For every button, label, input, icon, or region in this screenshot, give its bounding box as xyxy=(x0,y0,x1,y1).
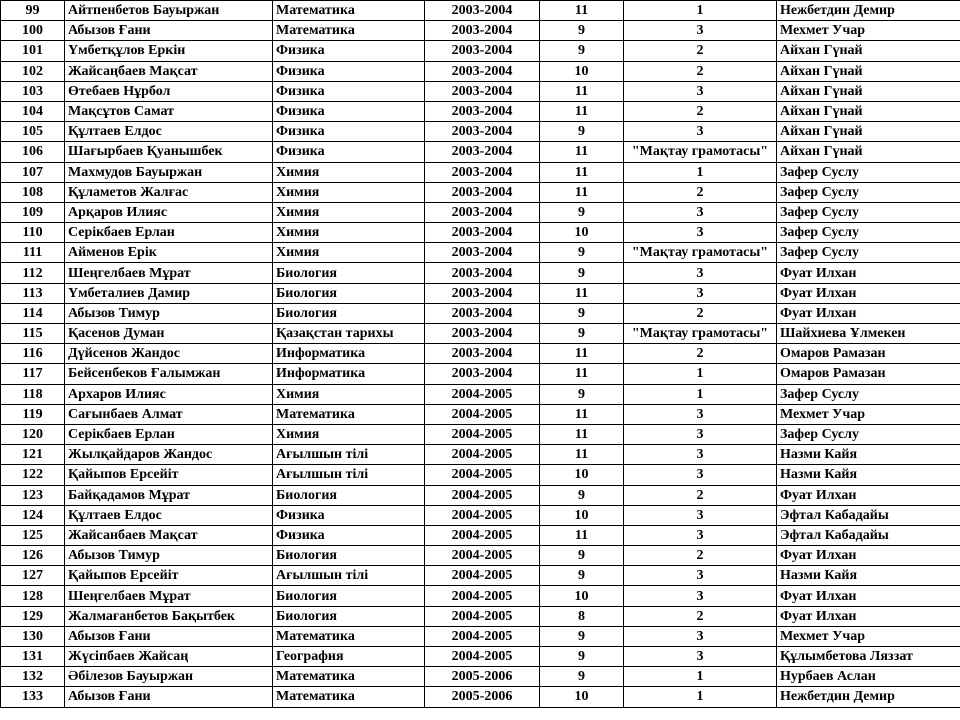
cell-teacher: Құлымбетова Ляззат xyxy=(777,647,960,667)
table-row xyxy=(1,424,960,444)
table-row xyxy=(1,566,960,586)
cell-grade: 9 xyxy=(540,626,624,646)
cell-year: 2004-2005 xyxy=(425,485,540,505)
cell-teacher: Фуат Илхан xyxy=(777,283,960,303)
cell-student-name: Жалмағанбетов Бақытбек xyxy=(65,606,273,626)
cell-number: 114 xyxy=(1,303,65,323)
cell-number: 104 xyxy=(1,101,65,121)
cell-grade: 11 xyxy=(540,81,624,101)
cell-subject: Химия xyxy=(273,162,425,182)
cell-year: 2003-2004 xyxy=(425,283,540,303)
table-row xyxy=(1,445,960,465)
cell-year: 2003-2004 xyxy=(425,162,540,182)
cell-teacher: Зафер Суслу xyxy=(777,424,960,444)
cell-grade: 11 xyxy=(540,344,624,364)
cell-place: 1 xyxy=(624,162,777,182)
cell-subject: Ағылшын тілі xyxy=(273,566,425,586)
cell-subject: Химия xyxy=(273,424,425,444)
cell-grade: 11 xyxy=(540,1,624,21)
cell-place: 3 xyxy=(624,626,777,646)
cell-year: 2003-2004 xyxy=(425,223,540,243)
cell-teacher: Нежбетдин Демир xyxy=(777,687,960,707)
cell-place: 3 xyxy=(624,525,777,545)
cell-student-name: Үмбетқұлов Еркін xyxy=(65,41,273,61)
cell-subject: География xyxy=(273,647,425,667)
cell-subject: Физика xyxy=(273,81,425,101)
cell-student-name: Жүсіпбаев Жайсаң xyxy=(65,647,273,667)
cell-grade: 11 xyxy=(540,182,624,202)
cell-grade: 9 xyxy=(540,21,624,41)
cell-student-name: Абызов Ғани xyxy=(65,687,273,707)
cell-subject: Физика xyxy=(273,41,425,61)
cell-teacher: Зафер Суслу xyxy=(777,162,960,182)
cell-year: 2004-2005 xyxy=(425,384,540,404)
table-row xyxy=(1,626,960,646)
results-table-body xyxy=(1,1,960,708)
cell-place: 3 xyxy=(624,465,777,485)
cell-grade: 11 xyxy=(540,162,624,182)
table-row xyxy=(1,283,960,303)
cell-subject: Биология xyxy=(273,303,425,323)
cell-year: 2004-2005 xyxy=(425,465,540,485)
cell-subject: Физика xyxy=(273,61,425,81)
cell-grade: 10 xyxy=(540,61,624,81)
table-row xyxy=(1,667,960,687)
cell-student-name: Сағынбаев Алмат xyxy=(65,404,273,424)
cell-year: 2004-2005 xyxy=(425,586,540,606)
cell-place: 2 xyxy=(624,182,777,202)
cell-year: 2004-2005 xyxy=(425,424,540,444)
cell-subject: Биология xyxy=(273,283,425,303)
cell-place: 3 xyxy=(624,586,777,606)
cell-teacher: Фуат Илхан xyxy=(777,303,960,323)
table-row xyxy=(1,687,960,707)
cell-place: 2 xyxy=(624,606,777,626)
cell-grade: 9 xyxy=(540,303,624,323)
cell-student-name: Қасенов Думан xyxy=(65,324,273,344)
cell-teacher: Фуат Илхан xyxy=(777,485,960,505)
cell-student-name: Өтебаев Нұрбол xyxy=(65,81,273,101)
table-row xyxy=(1,647,960,667)
cell-place: 2 xyxy=(624,101,777,121)
cell-year: 2003-2004 xyxy=(425,1,540,21)
table-row xyxy=(1,505,960,525)
table-row xyxy=(1,1,960,21)
cell-place: 2 xyxy=(624,41,777,61)
cell-year: 2004-2005 xyxy=(425,445,540,465)
cell-grade: 10 xyxy=(540,586,624,606)
cell-number: 105 xyxy=(1,122,65,142)
cell-grade: 9 xyxy=(540,324,624,344)
table-row xyxy=(1,61,960,81)
cell-place: 2 xyxy=(624,344,777,364)
table-row xyxy=(1,364,960,384)
cell-student-name: Мақсұтов Самат xyxy=(65,101,273,121)
cell-place: 1 xyxy=(624,667,777,687)
cell-number: 108 xyxy=(1,182,65,202)
cell-teacher: Айхан Гүнай xyxy=(777,41,960,61)
cell-student-name: Айтпенбетов Бауыржан xyxy=(65,1,273,21)
cell-number: 121 xyxy=(1,445,65,465)
table-row xyxy=(1,223,960,243)
cell-subject: Математика xyxy=(273,687,425,707)
cell-number: 106 xyxy=(1,142,65,162)
cell-grade: 10 xyxy=(540,687,624,707)
table-row xyxy=(1,606,960,626)
table-row xyxy=(1,303,960,323)
cell-number: 102 xyxy=(1,61,65,81)
cell-subject: Қазақстан тарихы xyxy=(273,324,425,344)
table-row xyxy=(1,344,960,364)
table-row xyxy=(1,263,960,283)
cell-place: 3 xyxy=(624,647,777,667)
table-row xyxy=(1,465,960,485)
cell-place: 3 xyxy=(624,445,777,465)
cell-place: 2 xyxy=(624,61,777,81)
cell-grade: 9 xyxy=(540,546,624,566)
cell-teacher: Нурбаев Аслан xyxy=(777,667,960,687)
cell-teacher: Айхан Гүнай xyxy=(777,101,960,121)
cell-student-name: Дүйсенов Жандос xyxy=(65,344,273,364)
cell-number: 123 xyxy=(1,485,65,505)
cell-place: "Мақтау грамотасы" xyxy=(624,324,777,344)
cell-teacher: Эфтал Кабадайы xyxy=(777,525,960,545)
cell-grade: 8 xyxy=(540,606,624,626)
cell-place: 3 xyxy=(624,424,777,444)
cell-year: 2003-2004 xyxy=(425,41,540,61)
cell-teacher: Мехмет Учар xyxy=(777,404,960,424)
cell-year: 2004-2005 xyxy=(425,404,540,424)
cell-number: 99 xyxy=(1,1,65,21)
cell-subject: Информатика xyxy=(273,364,425,384)
cell-student-name: Бейсенбеков Ғалымжан xyxy=(65,364,273,384)
cell-place: 1 xyxy=(624,384,777,404)
cell-subject: Математика xyxy=(273,1,425,21)
cell-place: 1 xyxy=(624,687,777,707)
cell-student-name: Қайыпов Ерсейіт xyxy=(65,465,273,485)
cell-teacher: Зафер Суслу xyxy=(777,384,960,404)
cell-grade: 11 xyxy=(540,142,624,162)
cell-year: 2003-2004 xyxy=(425,303,540,323)
table-row xyxy=(1,182,960,202)
cell-number: 126 xyxy=(1,546,65,566)
table-row xyxy=(1,586,960,606)
table-row xyxy=(1,404,960,424)
cell-student-name: Шеңгелбаев Мұрат xyxy=(65,263,273,283)
cell-subject: Физика xyxy=(273,101,425,121)
cell-student-name: Абызов Ғани xyxy=(65,626,273,646)
cell-grade: 11 xyxy=(540,364,624,384)
cell-number: 122 xyxy=(1,465,65,485)
cell-grade: 10 xyxy=(540,505,624,525)
cell-subject: Биология xyxy=(273,606,425,626)
cell-number: 116 xyxy=(1,344,65,364)
cell-grade: 11 xyxy=(540,404,624,424)
cell-student-name: Шеңгелбаев Мұрат xyxy=(65,586,273,606)
cell-number: 119 xyxy=(1,404,65,424)
cell-grade: 9 xyxy=(540,263,624,283)
cell-student-name: Жайсаңбаев Мақсат xyxy=(65,61,273,81)
cell-teacher: Айхан Гүнай xyxy=(777,122,960,142)
cell-student-name: Құлтаев Елдос xyxy=(65,122,273,142)
cell-year: 2004-2005 xyxy=(425,566,540,586)
cell-place: 3 xyxy=(624,404,777,424)
cell-place: 3 xyxy=(624,505,777,525)
cell-number: 125 xyxy=(1,525,65,545)
cell-student-name: Арқаров Илияс xyxy=(65,202,273,222)
table-row xyxy=(1,324,960,344)
cell-grade: 9 xyxy=(540,667,624,687)
cell-number: 110 xyxy=(1,223,65,243)
cell-place: 3 xyxy=(624,81,777,101)
cell-number: 115 xyxy=(1,324,65,344)
cell-number: 124 xyxy=(1,505,65,525)
cell-teacher: Омаров Рамазан xyxy=(777,344,960,364)
cell-student-name: Абызов Тимур xyxy=(65,546,273,566)
cell-year: 2003-2004 xyxy=(425,202,540,222)
cell-grade: 9 xyxy=(540,243,624,263)
cell-subject: Ағылшын тілі xyxy=(273,465,425,485)
cell-year: 2003-2004 xyxy=(425,81,540,101)
cell-place: 3 xyxy=(624,566,777,586)
cell-student-name: Құлтаев Елдос xyxy=(65,505,273,525)
cell-grade: 9 xyxy=(540,384,624,404)
cell-place: 2 xyxy=(624,546,777,566)
cell-place: "Мақтау грамотасы" xyxy=(624,142,777,162)
cell-student-name: Әбілезов Бауыржан xyxy=(65,667,273,687)
cell-grade: 9 xyxy=(540,566,624,586)
cell-teacher: Айхан Гүнай xyxy=(777,81,960,101)
cell-grade: 11 xyxy=(540,525,624,545)
cell-grade: 9 xyxy=(540,202,624,222)
cell-subject: Информатика xyxy=(273,344,425,364)
cell-teacher: Назми Кайя xyxy=(777,566,960,586)
cell-student-name: Шағырбаев Қуанышбек xyxy=(65,142,273,162)
cell-grade: 9 xyxy=(540,485,624,505)
cell-student-name: Байқадамов Мұрат xyxy=(65,485,273,505)
table-row xyxy=(1,243,960,263)
cell-subject: Химия xyxy=(273,202,425,222)
cell-subject: Физика xyxy=(273,525,425,545)
cell-grade: 10 xyxy=(540,465,624,485)
cell-year: 2005-2006 xyxy=(425,667,540,687)
cell-student-name: Қайыпов Ерсейіт xyxy=(65,566,273,586)
cell-subject: Математика xyxy=(273,626,425,646)
cell-grade: 11 xyxy=(540,445,624,465)
table-row xyxy=(1,525,960,545)
cell-year: 2003-2004 xyxy=(425,61,540,81)
cell-grade: 10 xyxy=(540,223,624,243)
cell-teacher: Зафер Суслу xyxy=(777,223,960,243)
cell-year: 2004-2005 xyxy=(425,505,540,525)
cell-number: 117 xyxy=(1,364,65,384)
cell-student-name: Абызов Ғани xyxy=(65,21,273,41)
cell-student-name: Айменов Ерік xyxy=(65,243,273,263)
cell-year: 2003-2004 xyxy=(425,243,540,263)
table-row xyxy=(1,384,960,404)
cell-number: 127 xyxy=(1,566,65,586)
table-row xyxy=(1,485,960,505)
cell-year: 2004-2005 xyxy=(425,647,540,667)
cell-teacher: Фуат Илхан xyxy=(777,606,960,626)
cell-place: 3 xyxy=(624,263,777,283)
cell-teacher: Мехмет Учар xyxy=(777,21,960,41)
cell-year: 2003-2004 xyxy=(425,263,540,283)
cell-number: 120 xyxy=(1,424,65,444)
cell-year: 2003-2004 xyxy=(425,324,540,344)
cell-number: 107 xyxy=(1,162,65,182)
cell-teacher: Назми Кайя xyxy=(777,445,960,465)
cell-subject: Математика xyxy=(273,667,425,687)
cell-number: 100 xyxy=(1,21,65,41)
cell-student-name: Жылқайдаров Жандос xyxy=(65,445,273,465)
cell-grade: 9 xyxy=(540,647,624,667)
cell-teacher: Зафер Суслу xyxy=(777,243,960,263)
cell-grade: 11 xyxy=(540,101,624,121)
cell-place: 3 xyxy=(624,122,777,142)
cell-teacher: Фуат Илхан xyxy=(777,263,960,283)
cell-subject: Биология xyxy=(273,263,425,283)
cell-number: 109 xyxy=(1,202,65,222)
cell-student-name: Құламетов Жалғас xyxy=(65,182,273,202)
cell-grade: 11 xyxy=(540,424,624,444)
cell-subject: Биология xyxy=(273,546,425,566)
cell-year: 2003-2004 xyxy=(425,142,540,162)
cell-student-name: Серікбаев Ерлан xyxy=(65,424,273,444)
table-row xyxy=(1,122,960,142)
cell-number: 130 xyxy=(1,626,65,646)
cell-grade: 9 xyxy=(540,122,624,142)
cell-number: 113 xyxy=(1,283,65,303)
cell-year: 2003-2004 xyxy=(425,101,540,121)
cell-subject: Биология xyxy=(273,485,425,505)
cell-grade: 11 xyxy=(540,283,624,303)
cell-subject: Химия xyxy=(273,243,425,263)
cell-year: 2003-2004 xyxy=(425,182,540,202)
cell-teacher: Нежбетдин Демир xyxy=(777,1,960,21)
cell-subject: Математика xyxy=(273,404,425,424)
cell-year: 2004-2005 xyxy=(425,606,540,626)
cell-year: 2004-2005 xyxy=(425,525,540,545)
table-row xyxy=(1,81,960,101)
cell-teacher: Фуат Илхан xyxy=(777,546,960,566)
cell-number: 132 xyxy=(1,667,65,687)
cell-student-name: Махмудов Бауыржан xyxy=(65,162,273,182)
cell-place: 1 xyxy=(624,364,777,384)
cell-subject: Ағылшын тілі xyxy=(273,445,425,465)
cell-teacher: Зафер Суслу xyxy=(777,202,960,222)
table-row xyxy=(1,202,960,222)
cell-number: 101 xyxy=(1,41,65,61)
cell-teacher: Айхан Гүнай xyxy=(777,142,960,162)
cell-place: 3 xyxy=(624,202,777,222)
cell-subject: Физика xyxy=(273,122,425,142)
cell-student-name: Архаров Илияс xyxy=(65,384,273,404)
cell-teacher: Фуат Илхан xyxy=(777,586,960,606)
table-row xyxy=(1,162,960,182)
cell-number: 118 xyxy=(1,384,65,404)
cell-place: 3 xyxy=(624,223,777,243)
cell-year: 2003-2004 xyxy=(425,344,540,364)
cell-student-name: Серікбаев Ерлан xyxy=(65,223,273,243)
cell-year: 2004-2005 xyxy=(425,546,540,566)
cell-year: 2004-2005 xyxy=(425,626,540,646)
cell-place: 3 xyxy=(624,21,777,41)
cell-teacher: Айхан Гүнай xyxy=(777,61,960,81)
cell-place: 2 xyxy=(624,485,777,505)
cell-number: 111 xyxy=(1,243,65,263)
cell-student-name: Үмбеталиев Дамир xyxy=(65,283,273,303)
cell-teacher: Эфтал Кабадайы xyxy=(777,505,960,525)
cell-teacher: Омаров Рамазан xyxy=(777,364,960,384)
table-row xyxy=(1,21,960,41)
cell-year: 2003-2004 xyxy=(425,21,540,41)
cell-teacher: Зафер Суслу xyxy=(777,182,960,202)
cell-subject: Математика xyxy=(273,21,425,41)
cell-number: 112 xyxy=(1,263,65,283)
cell-year: 2003-2004 xyxy=(425,364,540,384)
cell-teacher: Назми Кайя xyxy=(777,465,960,485)
cell-number: 128 xyxy=(1,586,65,606)
cell-subject: Химия xyxy=(273,182,425,202)
cell-teacher: Мехмет Учар xyxy=(777,626,960,646)
cell-number: 133 xyxy=(1,687,65,707)
cell-student-name: Жайсанбаев Мақсат xyxy=(65,525,273,545)
cell-teacher: Шайхиева Ұлмекен xyxy=(777,324,960,344)
cell-student-name: Абызов Тимур xyxy=(65,303,273,323)
cell-place: 2 xyxy=(624,303,777,323)
cell-place: 3 xyxy=(624,283,777,303)
cell-number: 131 xyxy=(1,647,65,667)
cell-year: 2003-2004 xyxy=(425,122,540,142)
cell-grade: 9 xyxy=(540,41,624,61)
cell-subject: Химия xyxy=(273,384,425,404)
cell-place: 1 xyxy=(624,1,777,21)
table-row xyxy=(1,41,960,61)
cell-place: "Мақтау грамотасы" xyxy=(624,243,777,263)
cell-year: 2005-2006 xyxy=(425,687,540,707)
table-row xyxy=(1,101,960,121)
cell-number: 129 xyxy=(1,606,65,626)
cell-subject: Химия xyxy=(273,223,425,243)
table-row xyxy=(1,142,960,162)
cell-subject: Физика xyxy=(273,142,425,162)
cell-subject: Физика xyxy=(273,505,425,525)
cell-subject: Биология xyxy=(273,586,425,606)
table-row xyxy=(1,546,960,566)
cell-number: 103 xyxy=(1,81,65,101)
